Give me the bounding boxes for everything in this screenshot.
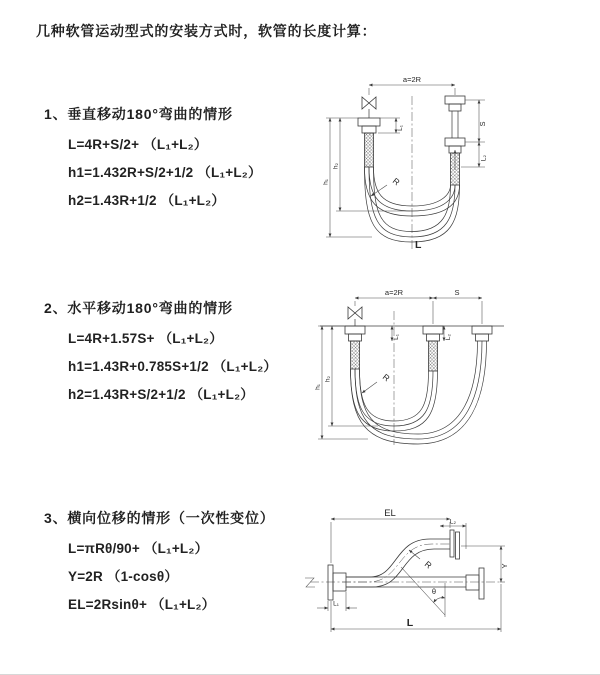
label-s: S	[478, 121, 487, 127]
right-flange-assembly	[466, 568, 484, 599]
right-flange-assembly	[472, 326, 492, 341]
section-2-formula-h2: h2=1.43R+S/2+1/2 （L₁+L₂）	[68, 387, 254, 402]
label-s: S	[454, 288, 460, 297]
diagram-vertical-180-bend	[312, 70, 582, 260]
flange-neck	[362, 126, 376, 133]
flange-neck	[476, 334, 489, 341]
valve-icon	[348, 307, 362, 326]
label-a2r: a=2R	[384, 288, 404, 297]
valve-icon	[362, 97, 376, 118]
label-l1: L₁	[393, 334, 400, 340]
flange-plate	[456, 532, 460, 559]
flange	[345, 326, 365, 334]
flange	[445, 138, 465, 146]
s-curve-hose	[342, 539, 450, 587]
section-1-heading: 1、垂直移动180°弯曲的情形	[44, 106, 233, 122]
section-3-heading: 3、横向位移的情形（一次性变位）	[44, 510, 275, 526]
flange-neck	[449, 104, 461, 111]
left-flange-assembly	[358, 118, 380, 167]
pipe-stub	[466, 575, 479, 590]
angle-construction	[401, 567, 445, 617]
label-h1: h₁	[314, 384, 322, 390]
label-r: R	[380, 371, 392, 384]
right-flange-assembly	[445, 96, 465, 185]
section-3-formula-L: L=πRθ/90+ （L₁+L₂）	[68, 541, 209, 556]
left-flange-assembly	[345, 326, 365, 369]
hose-braid	[365, 133, 374, 167]
radius-callout	[409, 550, 434, 570]
flange-plate	[328, 565, 333, 600]
section-1-formula-h1: h1=1.432R+S/2+1/2 （L₁+L₂）	[68, 165, 262, 180]
label-l2: L₂	[449, 518, 457, 526]
label-h1: h₁	[322, 179, 330, 185]
hose-braid	[351, 341, 360, 369]
label-l1: L₁	[333, 600, 339, 608]
dim-a2r	[369, 75, 455, 95]
middle-flange-assembly	[423, 326, 443, 371]
label-l1: L₁	[397, 125, 404, 131]
label-a2r: a=2R	[402, 75, 422, 84]
dim-l1	[378, 118, 404, 133]
label-y: Y	[500, 563, 509, 569]
section-2-formula-L: L=4R+1.57S+ （L₁+L₂）	[68, 331, 223, 346]
flange-plate	[450, 530, 454, 557]
section-3-formula-Y: Y=2R （1-cosθ）	[68, 569, 179, 584]
diagram-horizontal-180-bend	[308, 283, 593, 458]
dim-a2r-s	[355, 288, 482, 324]
section-2-heading: 2、水平移动180°弯曲的情形	[44, 300, 233, 316]
label-l2: L₂	[480, 154, 488, 162]
pipe-break-mark	[305, 578, 315, 587]
dim-l2	[440, 519, 466, 550]
label-theta: θ	[431, 587, 437, 596]
section-2-formula-h1: h1=1.43R+0.785S+1/2 （L₁+L₂）	[68, 359, 278, 374]
flange	[445, 96, 465, 104]
flange-neck	[349, 334, 362, 341]
diagram-lateral-displacement	[298, 497, 598, 665]
label-r: R	[390, 175, 402, 188]
label-l-length: L	[406, 617, 414, 629]
label-h2: h₂	[324, 375, 332, 383]
section-1-formula-h2: h2=1.43R+1/2 （L₁+L₂）	[68, 193, 226, 208]
label-h2: h₂	[332, 162, 340, 170]
page-title: 几种软管运动型式的安装方式时，软管的长度计算：	[36, 23, 377, 39]
flange-plate	[479, 568, 484, 599]
dim-h1-h2	[315, 326, 379, 439]
label-l-length: L	[415, 239, 422, 251]
label-r: R	[422, 558, 434, 571]
label-l2: L₂	[445, 333, 452, 341]
u-hose-curves	[351, 341, 487, 444]
hose-braid	[429, 341, 438, 371]
radius-callout	[362, 372, 392, 393]
flange-neck	[427, 334, 440, 341]
label-el: EL	[384, 508, 396, 519]
dim-l1	[317, 592, 357, 611]
section-3-formula-EL: EL=2Rsinθ+ （L₁+L₂）	[68, 597, 216, 612]
flange	[472, 326, 492, 334]
left-flange-assembly	[328, 565, 346, 600]
dim-y	[461, 546, 509, 582]
dim-el	[331, 508, 450, 563]
flange	[358, 118, 380, 126]
upper-right-flange	[450, 530, 460, 559]
section-1-formula-L: L=4R+S/2+ （L₁+L₂）	[68, 137, 208, 152]
flange	[423, 326, 443, 334]
